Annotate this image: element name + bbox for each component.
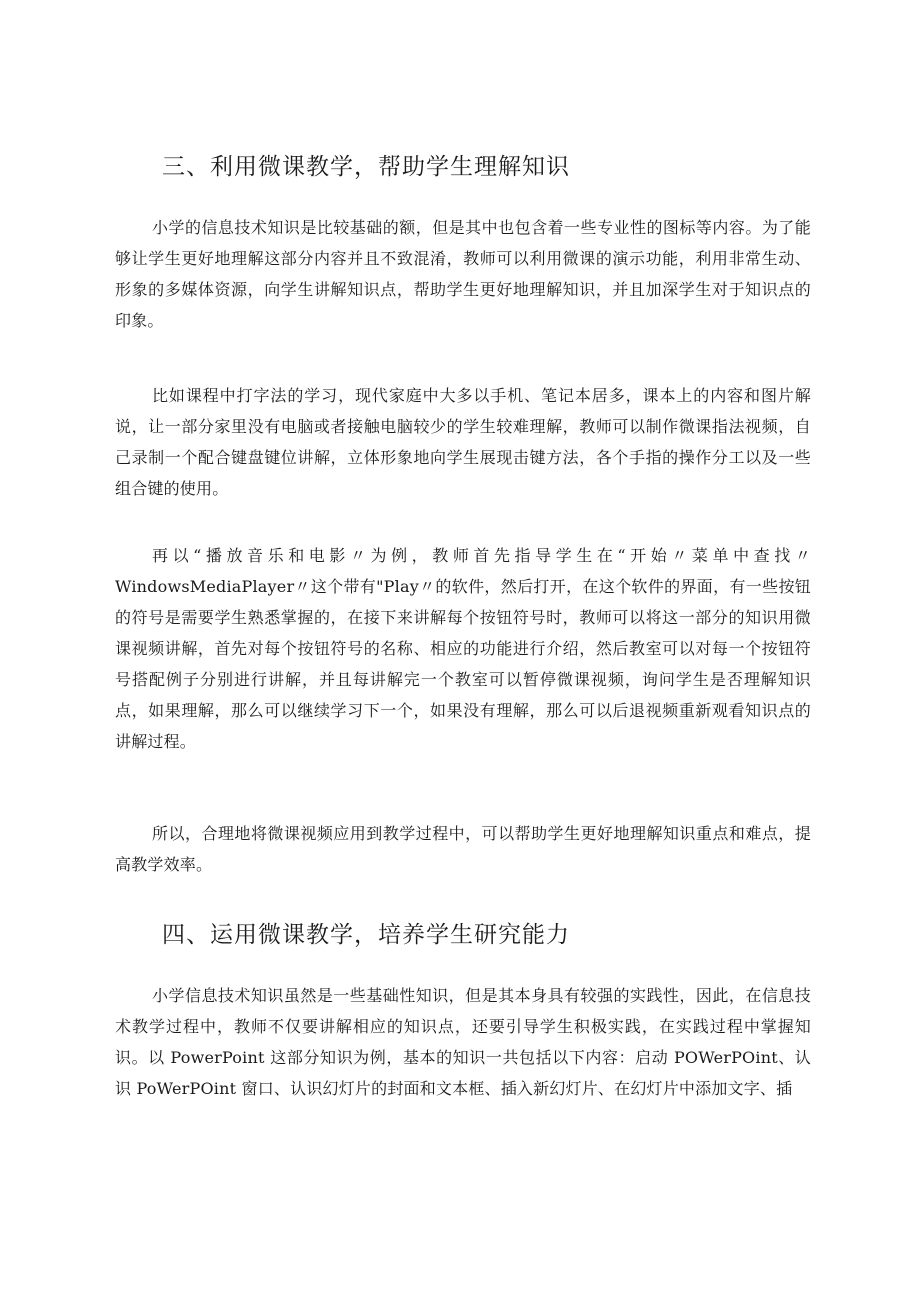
section-heading-3: 三、利用微课教学，帮助学生理解知识	[162, 154, 570, 180]
paragraph-5: 小学信息技术知识虽然是一些基础性知识，但是其本身具有较强的实践性，因此，在信息技术教学过程中，教师不仅要讲解相应的知识点，还要引导学生积极实践，在实践过程中掌握知识。以 PowerPoint 这部分知识为例，基本的知识一共包括以下内容：启动 POWerPOint、认识 PoWerPOint 窗口、认识幻灯片的封面和文本框、插入新幻灯片、在幻灯片中添加文字、插	[115, 986, 811, 1098]
paragraph-1: 小学的信息技术知识是比较基础的额，但是其中也包含着一些专业性的图标等内容。为了能够让学生更好地理解这部分内容并且不致混淆，教师可以利用微课的演示功能，利用非常生动、形象的多媒体资源，向学生讲解知识点，帮助学生更好地理解知识，并且加深学生对于知识点的印象。	[115, 218, 811, 330]
paragraph-2: 比如课程中打字法的学习，现代家庭中大多以手机、笔记本居多，课本上的内容和图片解说，让一部分家里没有电脑或者接触电脑较少的学生较难理解，教师可以制作微课指法视频，自己录制一个配合键盘键位讲解，立体形象地向学生展现击键方法，各个手指的操作分工以及一些组合键的使用。	[115, 386, 811, 498]
paragraph-4: 所以，合理地将微课视频应用到教学过程中，可以帮助学生更好地理解知识重点和难点，提高教学效率。	[115, 824, 811, 874]
section-heading-4: 四、运用微课教学，培养学生研究能力	[162, 922, 570, 948]
paragraph-3: 再以“播放音乐和电影〃为例，教师首先指导学生在“开始〃菜单中查找〃WindowsMediaPlayer〃这个带有"Play〃的软件，然后打开，在这个软件的界面，有一些按钮的符号是需要学生熟悉掌握的，在接下来讲解每个按钮符号时，教师可以将这一部分的知识用微课视频讲解，首先对每个按钮符号的名称、相应的功能进行介绍，然后教室可以对每一个按钮符号搭配例子分别进行讲解，并且每讲解完一个教室可以暂停微课视频，询问学生是否理解知识点，如果理解，那么可以继续学习下一个，如果没有理解，那么可以后退视频重新观看知识点的讲解过程。	[115, 546, 811, 751]
